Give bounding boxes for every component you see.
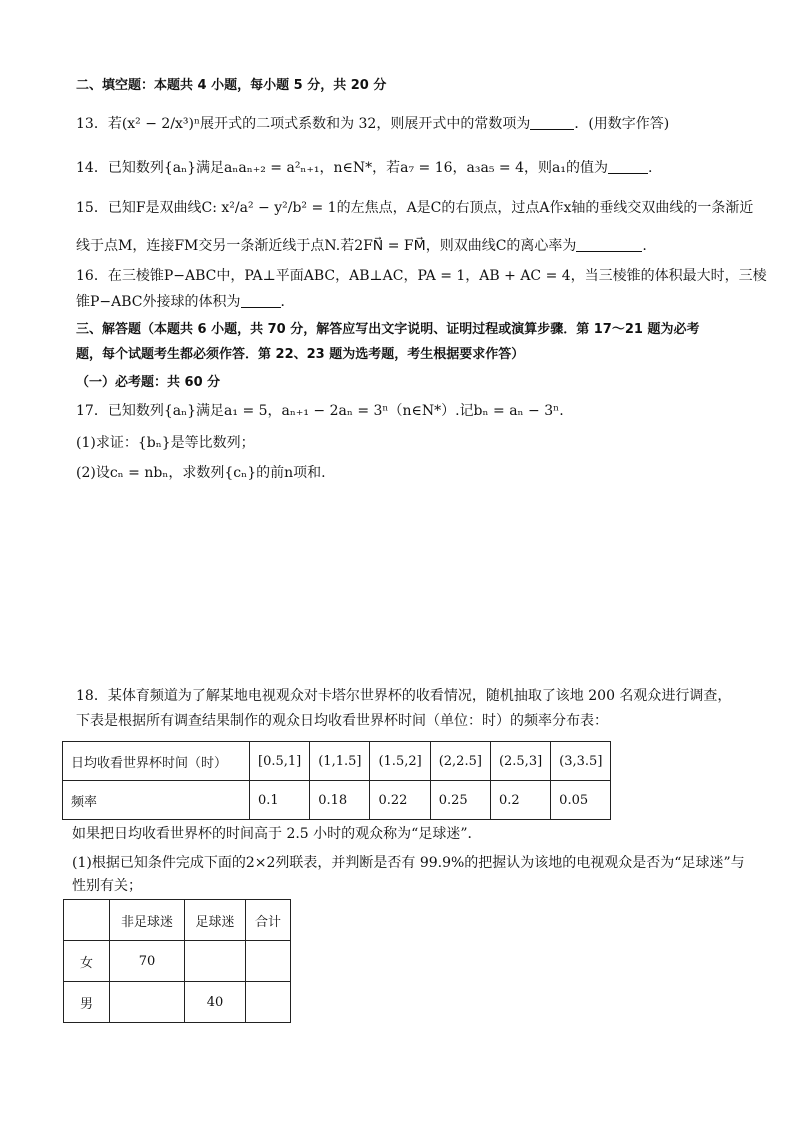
football-fan-definition: 如果把日均收看世界杯的时间高于 2.5 小时的观众称为“足球迷”． bbox=[72, 826, 482, 842]
table-cell[interactable] bbox=[110, 982, 185, 1023]
interval-cell: (2.5,3] bbox=[490, 742, 550, 781]
question-18-part1-line1: (1)根据已知条件完成下面的2×2列联表，并判断是否有 99.9%的把握认为该地的电视观众是否为“足球迷”与 bbox=[72, 855, 745, 871]
header-cell: 足球迷 bbox=[185, 900, 246, 941]
freq-cell: 0.22 bbox=[370, 781, 430, 820]
q14-text: 14．已知数列{aₙ}满足aₙaₙ₊₂ = a²ₙ₊₁，n∈N*，若a₇ = 16，a₃a₅ = 4，则a₁的值为 bbox=[76, 160, 608, 176]
contingency-table bbox=[63, 899, 291, 1023]
interval-cell: (1.5,2] bbox=[370, 742, 430, 781]
freq-cell: 0.18 bbox=[310, 781, 370, 820]
table-row bbox=[63, 742, 611, 781]
question-16-line1: 16．在三棱锥P−ABC中，PA⊥平面ABC，AB⊥AC，PA = 1，AB + AC = 4，当三棱锥的体积最大时，三棱 bbox=[76, 268, 767, 284]
table-cell[interactable] bbox=[246, 941, 291, 982]
interval-cell: (3,3.5] bbox=[551, 742, 611, 781]
interval-cell: [0.5,1] bbox=[250, 742, 310, 781]
question-17-part2: (2)设cₙ = nbₙ，求数列{cₙ}的前n项和. bbox=[76, 465, 326, 481]
question-18-line2: 下表是根据所有调查结果制作的观众日均收看世界杯时间（单位：时）的频率分布表： bbox=[76, 713, 608, 729]
interval-cell: (2,2.5] bbox=[430, 742, 490, 781]
q15-answer-blank bbox=[576, 237, 642, 252]
freq-row-header: 日均收看世界杯时间（时） bbox=[63, 742, 250, 781]
freq-cell: 0.05 bbox=[551, 781, 611, 820]
question-15-line2 bbox=[76, 236, 647, 256]
q13-text: 13．若(x² − 2/x³)ⁿ展开式的二项式系数和为 32，则展开式中的常数项为 bbox=[76, 116, 531, 132]
question-17-line1: 17．已知数列{aₙ}满足a₁ = 5，aₙ₊₁ − 2aₙ = 3ⁿ（n∈N*）.记bₙ = aₙ − 3ⁿ. bbox=[76, 403, 564, 419]
q15-tail: . bbox=[642, 238, 647, 254]
q14-tail: . bbox=[647, 160, 653, 176]
header-cell: 非足球迷 bbox=[110, 900, 185, 941]
question-18-line1: 18．某体育频道为了解某地电视观众对卡塔尔世界杯的收看情况，随机抽取了该地 200 名观众进行调查， bbox=[76, 688, 732, 704]
table-cell[interactable]: 40 bbox=[185, 982, 246, 1023]
question-17-part1: (1)求证：{bₙ}是等比数列； bbox=[76, 435, 255, 451]
freq-cell: 0.2 bbox=[490, 781, 550, 820]
section3-heading-line2: 题，每个试题考生都必须作答．第 22、23 题为选考题，考生根据要求作答） bbox=[76, 347, 525, 362]
q16-tail: ． bbox=[280, 294, 295, 310]
table-cell[interactable]: 70 bbox=[110, 941, 185, 982]
section2-heading: 二、填空题：本题共 4 小题，每小题 5 分，共 20 分 bbox=[76, 78, 387, 93]
q14-answer-blank bbox=[608, 159, 648, 174]
question-13 bbox=[76, 114, 669, 134]
q16-line2-text: 锥P−ABC外接球的体积为 bbox=[76, 294, 241, 310]
question-15-line1: 15．已知F是双曲线C: x²/a² − y²/b² = 1的左焦点，A是C的右顶点，过点A作x轴的垂线交双曲线的一条渐近 bbox=[76, 200, 754, 216]
question-14 bbox=[76, 158, 652, 178]
row-label: 男 bbox=[64, 982, 110, 1023]
frequency-table bbox=[62, 741, 611, 820]
row-label: 女 bbox=[64, 941, 110, 982]
question-18-part1-line2: 性别有关； bbox=[72, 878, 142, 894]
q16-answer-blank bbox=[241, 293, 281, 308]
table-row bbox=[63, 781, 611, 820]
q13-tail: ．(用数字作答) bbox=[574, 116, 670, 132]
section3-heading-line1: 三、解答题（本题共 6 小题，共 70 分，解答应写出文字说明、证明过程或演算步骤．第 17～21 题为必考 bbox=[76, 322, 700, 337]
table-row bbox=[64, 941, 291, 982]
freq-label: 频率 bbox=[63, 781, 250, 820]
header-cell: 合计 bbox=[246, 900, 291, 941]
table-row bbox=[64, 900, 291, 941]
question-16-line2 bbox=[76, 292, 295, 312]
interval-cell: (1,1.5] bbox=[310, 742, 370, 781]
header-cell bbox=[64, 900, 110, 941]
table-cell[interactable] bbox=[246, 982, 291, 1023]
q13-answer-blank bbox=[530, 115, 574, 130]
freq-cell: 0.1 bbox=[250, 781, 310, 820]
freq-cell: 0.25 bbox=[430, 781, 490, 820]
section3-sub-heading: （一）必考题：共 60 分 bbox=[76, 375, 221, 390]
table-row bbox=[64, 982, 291, 1023]
table-cell[interactable] bbox=[185, 941, 246, 982]
q15-line2-text: 线于点M，连接FM交另一条渐近线于点N.若2FN⃗ = FM⃗，则双曲线C的离心率为 bbox=[76, 238, 577, 254]
